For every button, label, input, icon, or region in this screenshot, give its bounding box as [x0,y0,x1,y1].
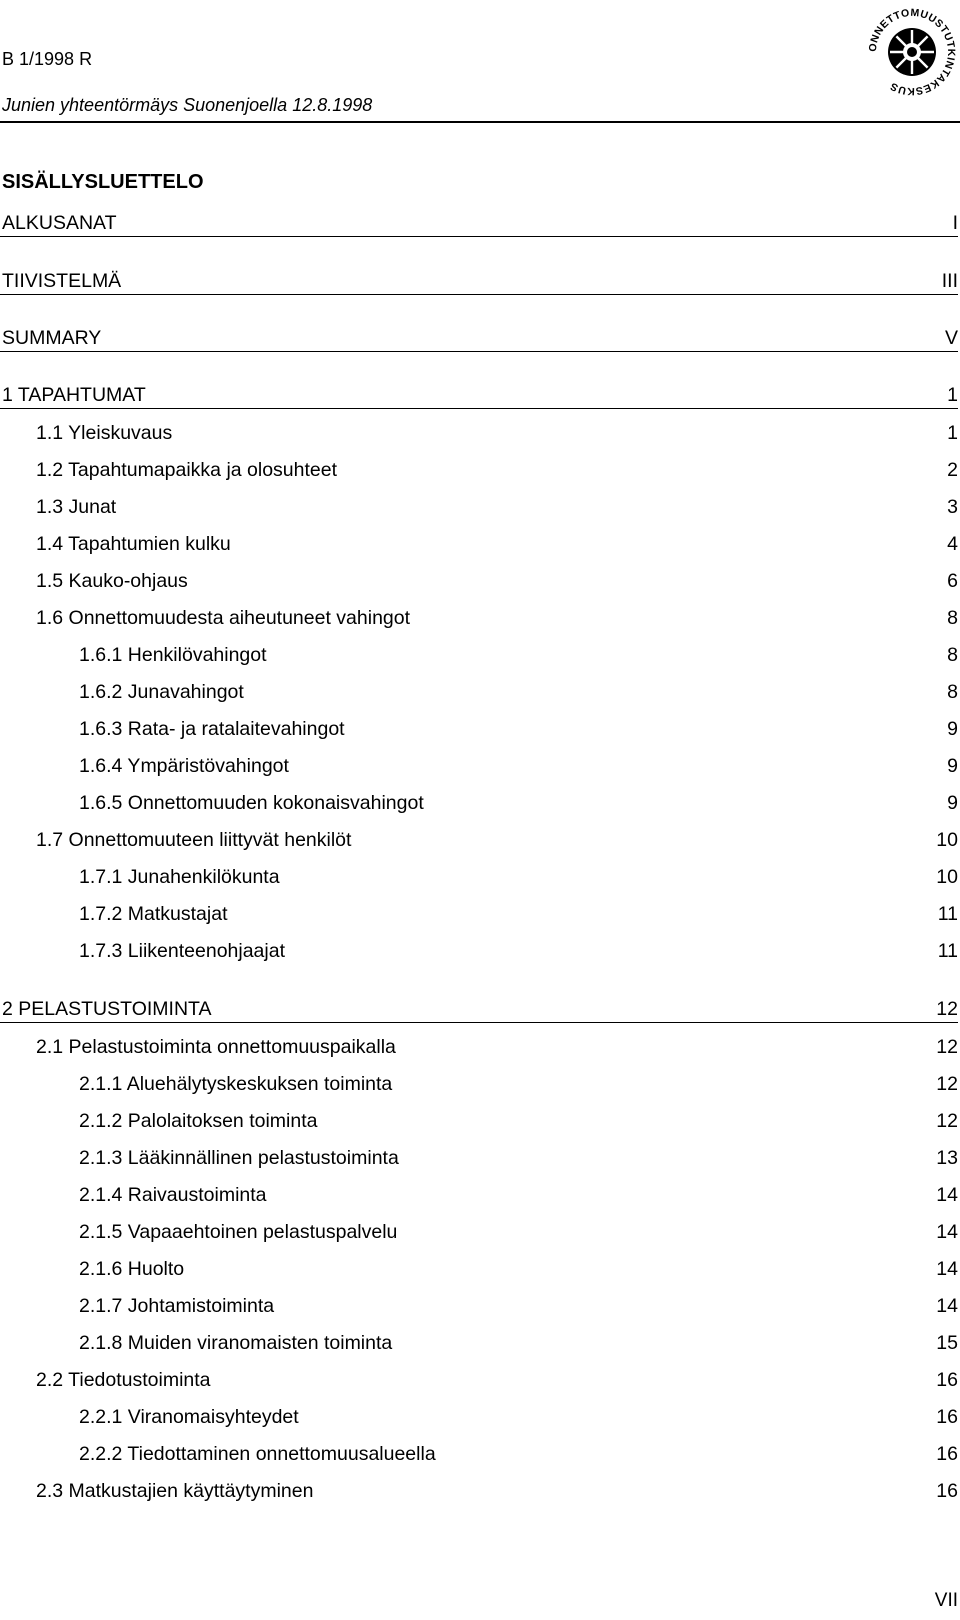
header-divider [0,121,960,123]
toc-entry[interactable] [0,327,958,352]
toc-entry-label: 1.6.2 Junavahingot [79,681,244,703]
toc-entry-label: 1.7.3 Liikenteenohjaajat [79,940,285,962]
toc-entry[interactable] [0,829,958,855]
toc-entry[interactable] [0,533,958,559]
toc-entry-label: 2.1.8 Muiden viranomaisten toiminta [79,1332,393,1354]
toc-entry-page: 14 [936,1295,958,1317]
toc-entry-page: 8 [947,607,958,629]
toc-title: SISÄLLYSLUETTELO [2,171,204,193]
toc-entry-page: 16 [936,1480,958,1502]
toc-entry-label: 1.6.4 Ympäristövahingot [79,755,289,777]
toc-entry-page: 12 [936,1110,958,1132]
toc-entry[interactable] [0,1369,958,1395]
toc-entry-page: 9 [947,755,958,777]
toc-entry[interactable] [0,1258,958,1284]
toc-entry[interactable] [0,1443,958,1469]
toc-entry-label: 1.5 Kauko-ohjaus [36,570,188,592]
toc-entry-page: 12 [936,1073,958,1095]
toc-entry-label: 1.4 Tapahtumien kulku [36,533,231,555]
toc-entry-page: 9 [947,792,958,814]
toc-entry-page: V [944,327,958,349]
toc-entry-label: 1.7.1 Junahenkilökunta [79,866,280,888]
toc-entry-label: 2.2.2 Tiedottaminen onnettomuusalueella [79,1443,436,1465]
toc-entry-label: ALKUSANAT [2,212,117,234]
page-number: VII [934,1590,958,1611]
toc-entry-label: SUMMARY [2,327,102,349]
toc-entry[interactable] [0,1110,958,1136]
toc-entry[interactable] [0,607,958,633]
onnettomuustutkintakeskus-logo [862,2,960,102]
toc-entry[interactable] [0,422,958,448]
report-title: Junien yhteentörmäys Suonenjoella 12.8.1998 [2,95,373,115]
toc-entry-label: 1.3 Junat [36,496,117,518]
toc-entry-page: 14 [936,1184,958,1206]
toc-entry[interactable] [0,459,958,485]
toc-entry[interactable] [0,718,958,744]
toc-entry[interactable] [0,496,958,522]
toc-entry-page: 12 [936,998,958,1020]
toc-entry-label: 2.1.4 Raivaustoiminta [79,1184,267,1206]
toc-entry[interactable] [0,940,958,966]
toc-entry-label: 2 PELASTUSTOIMINTA [2,998,212,1020]
toc-entry-page: 11 [937,903,958,925]
toc-entry[interactable] [0,212,958,237]
toc-entry-label: 1.1 Yleiskuvaus [36,422,173,444]
toc-entry-page: 4 [947,533,958,555]
toc-entry-label: 1.6.1 Henkilövahingot [79,644,267,666]
report-id: B 1/1998 R [2,49,93,69]
toc-entry-label: 2.1 Pelastustoiminta onnettomuuspaikalla [36,1036,396,1058]
toc-entry[interactable] [0,1036,958,1062]
toc-entry-label: 2.1.2 Palolaitoksen toiminta [79,1110,318,1132]
toc-entry-page: 12 [936,1036,958,1058]
toc-entry-page: 8 [947,681,958,703]
toc-entry[interactable] [0,1184,958,1210]
toc-entry-page: 3 [947,496,958,518]
toc-entry-label: 2.2 Tiedotustoiminta [36,1369,211,1391]
logo-ring-text: ONNETTOMUUSTUTKINTAKESKUS [866,6,958,98]
toc-entry-page: 9 [947,718,958,740]
toc-entry-page: III [941,270,958,292]
toc-entry-label: 1.6.5 Onnettomuuden kokonaisvahingot [79,792,424,814]
toc-entry-label: 2.1.7 Johtamistoiminta [79,1295,275,1317]
toc-entry-label: 1.2 Tapahtumapaikka ja olosuhteet [36,459,338,481]
toc-entry-page: 10 [936,829,958,851]
toc-entry-label: 2.1.6 Huolto [79,1258,185,1280]
toc-entry-label: 2.2.1 Viranomaisyhteydet [79,1406,299,1428]
toc-entry-label: 2.3 Matkustajien käyttäytyminen [36,1480,314,1502]
toc-entry[interactable] [0,998,958,1023]
toc-entry[interactable] [0,1073,958,1099]
toc-entry[interactable] [0,792,958,818]
toc-entry[interactable] [0,384,958,409]
toc-entry-label: 1.6 Onnettomuudesta aiheutuneet vahingot [36,607,411,629]
toc-entry[interactable] [0,1332,958,1358]
toc-entry[interactable] [0,570,958,596]
toc-entry-page: 11 [937,940,958,962]
toc-entry-page: 14 [936,1258,958,1280]
toc-entry[interactable] [0,1406,958,1432]
toc-entry[interactable] [0,1221,958,1247]
toc-entry[interactable] [0,903,958,929]
toc-entry-page: 15 [936,1332,958,1354]
toc-entry-label: 2.1.3 Lääkinnällinen pelastustoiminta [79,1147,399,1169]
toc-entry[interactable] [0,1480,958,1506]
toc-entry[interactable] [0,755,958,781]
toc-entry[interactable] [0,681,958,707]
toc-entry[interactable] [0,270,958,295]
toc-entry-label: 1 TAPAHTUMAT [2,384,146,406]
toc-entry-label: 1.7 Onnettomuuteen liittyvät henkilöt [36,829,352,851]
toc-entry-page: 8 [947,644,958,666]
toc-entry[interactable] [0,644,958,670]
toc-entry[interactable] [0,1147,958,1173]
toc-entry[interactable] [0,1295,958,1321]
toc-entry-page: 16 [936,1406,958,1428]
toc-entry-page: 10 [936,866,958,888]
toc-entry-label: 1.7.2 Matkustajat [79,903,228,925]
toc-entry-page: I [952,212,958,234]
toc-entry-page: 1 [947,422,958,444]
toc-entry-label: 2.1.5 Vapaaehtoinen pelastuspalvelu [79,1221,398,1243]
toc-entry-label: 1.6.3 Rata- ja ratalaitevahingot [79,718,345,740]
toc-entry-label: 2.1.1 Aluehälytyskeskuksen toiminta [79,1073,393,1095]
toc-entry-page: 6 [947,570,958,592]
toc-entry[interactable] [0,866,958,892]
toc-entry-page: 2 [947,459,958,481]
toc-entry-page: 14 [936,1221,958,1243]
toc-entry-page: 13 [936,1147,958,1169]
toc-entry-page: 16 [936,1369,958,1391]
toc-entry-page: 16 [936,1443,958,1465]
toc-entry-label: TIIVISTELMÄ [2,270,122,292]
toc-entry-page: 1 [947,384,958,406]
